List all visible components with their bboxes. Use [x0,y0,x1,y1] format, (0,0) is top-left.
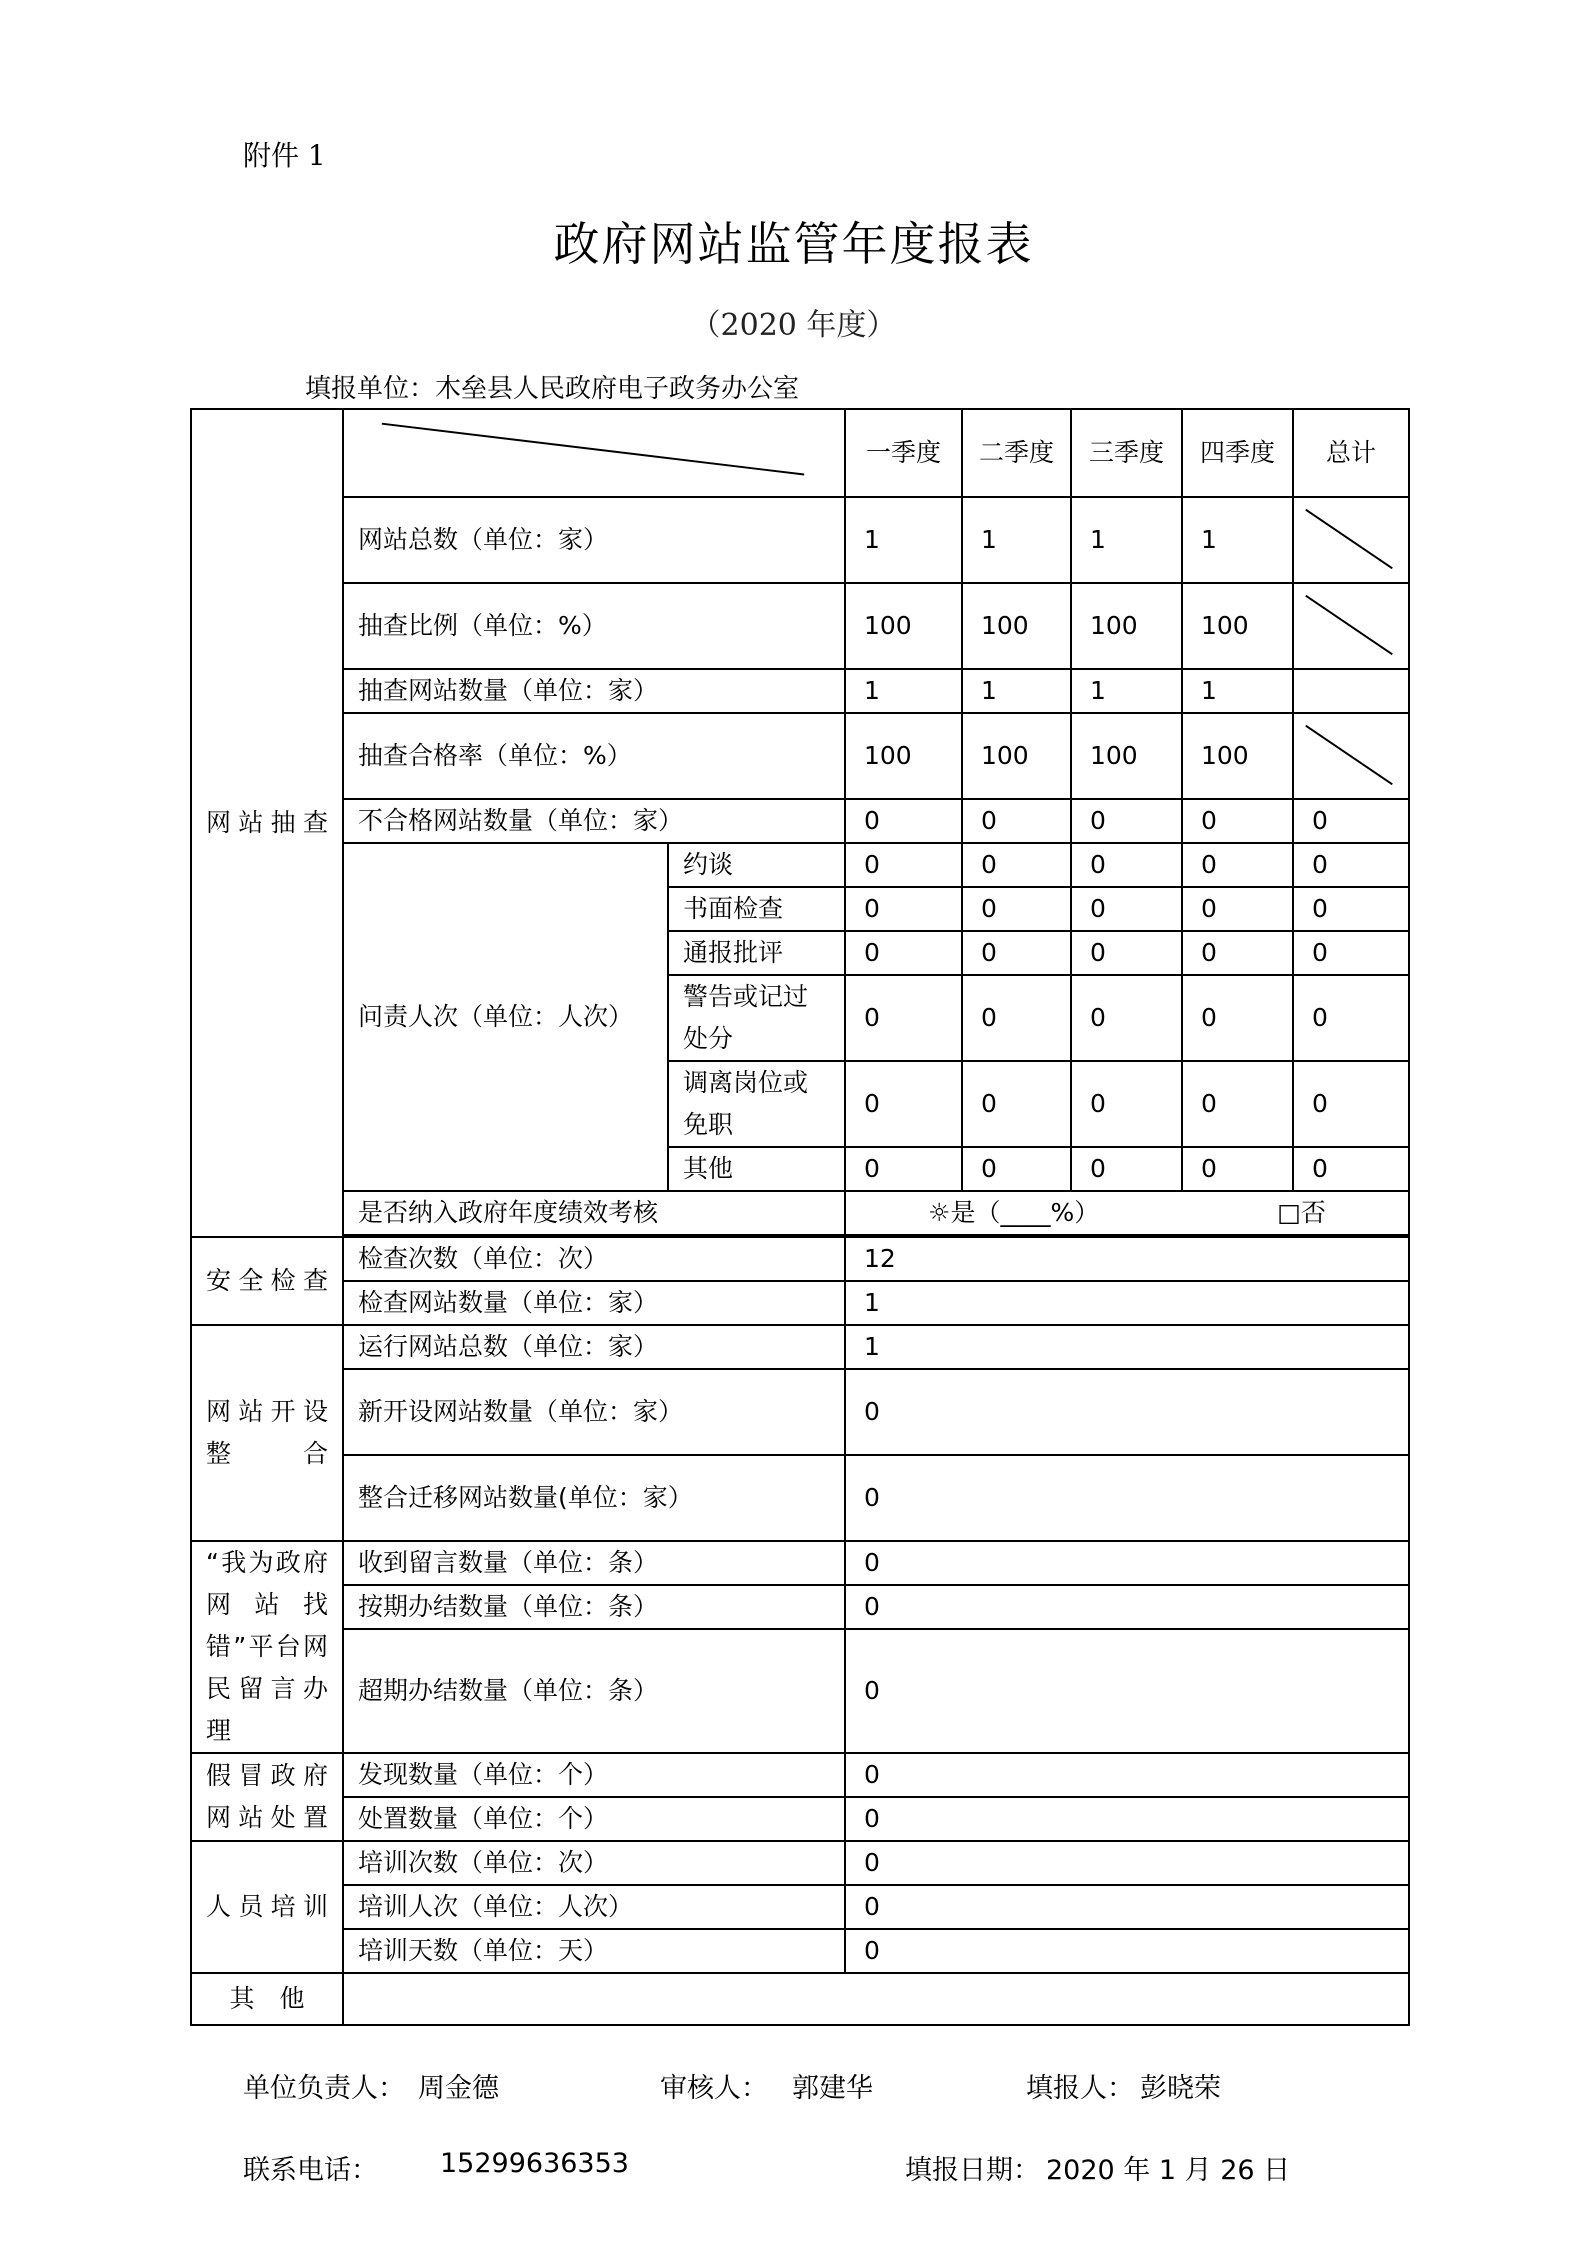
cell-value: 100 [1071,713,1182,799]
cell-value: 0 [1293,887,1409,931]
cell-value: 0 [1071,843,1182,887]
row-label: 网站总数（单位：家） [343,497,845,583]
cell-value: 0 [962,975,1071,1061]
cell-value: 100 [1071,583,1182,669]
cell-value: 0 [1182,1061,1293,1147]
cell-value: 100 [962,583,1071,669]
row-label: 收到留言数量（单位：条） [343,1541,845,1585]
cell-value: 1 [845,669,962,713]
performance-label: 是否纳入政府年度绩效考核 [343,1191,845,1235]
accountability-type: 书面检查 [668,887,845,931]
section-open: 网站开设整合 [191,1325,343,1541]
performance-options [845,1191,1409,1235]
cell-value: 0 [962,843,1071,887]
row-label: 检查次数（单位：次） [343,1237,845,1281]
row-label: 按期办结数量（单位：条） [343,1585,845,1629]
cell-value: 0 [1182,887,1293,931]
cell-value: 100 [1182,713,1293,799]
cell-value: 1 [1182,669,1293,713]
col-header-q1: 一季度 [845,409,962,497]
date-label: 填报日期： [905,2155,1040,2186]
row-label: 新开设网站数量（单位：家） [343,1369,845,1455]
cell-value: 1 [845,1281,1409,1325]
cell-value: 0 [1293,1061,1409,1147]
performance-yes-option[interactable]: ☼是（____%） [928,1198,1100,1227]
diagonal-line [1294,714,1408,798]
cell-value: 0 [1071,1147,1182,1191]
row-label: 处置数量（单位：个） [343,1797,845,1841]
cell-value: 0 [845,1455,1409,1541]
section-training: 人员培训 [191,1841,343,1973]
responsible-value: 周金德 [418,2073,499,2104]
row-label: 整合迁移网站数量(单位：家） [343,1455,845,1541]
phone-label: 联系电话： [243,2155,378,2186]
row-label: 抽查合格率（单位：%） [343,713,845,799]
row-label: 培训天数（单位：天） [343,1929,845,1973]
diagonal-line [1294,498,1408,582]
total-empty-diagonal [1293,713,1409,799]
col-header-q4: 四季度 [1182,409,1293,497]
row-label: 培训人次（单位：人次） [343,1885,845,1929]
cell-value: 1 [1071,669,1182,713]
cell-value: 0 [1071,799,1182,843]
performance-no-option[interactable]: □否 [1277,1198,1326,1227]
cell-value: 0 [845,1629,1409,1753]
header-diagonal-cell [343,409,845,497]
cell-value: 0 [962,931,1071,975]
cell-value: 0 [845,1585,1409,1629]
cell-value: 0 [845,1061,962,1147]
row-label: 抽查比例（单位：%） [343,583,845,669]
row-label: 运行网站总数（单位：家） [343,1325,845,1369]
cell-value: 0 [845,931,962,975]
cell-value: 0 [1293,931,1409,975]
cell-value: 0 [1182,931,1293,975]
total-empty-diagonal [1293,497,1409,583]
accountability-type: 警告或记过处分 [668,975,845,1061]
cell-value: 0 [1182,1147,1293,1191]
cell-value: 0 [845,1797,1409,1841]
cell-value: 0 [1071,1061,1182,1147]
cell-value: 0 [845,1753,1409,1797]
cell-value: 0 [845,975,962,1061]
other-content-cell[interactable] [343,1973,1409,2025]
section-feedback: “我为政府网站找错”平台网民留言办理 [191,1541,343,1753]
col-header-total: 总计 [1293,409,1409,497]
cell-value: 1 [962,497,1071,583]
report-year: （2020 年度） [690,308,897,343]
cell-value: 0 [1071,975,1182,1061]
accountability-type: 约谈 [668,843,845,887]
cell-value: 1 [845,497,962,583]
section-security: 安全检查 [191,1237,343,1325]
cell-value: 0 [845,887,962,931]
cell-value: 0 [1182,799,1293,843]
accountability-type: 通报批评 [668,931,845,975]
row-label: 超期办结数量（单位：条） [343,1629,845,1753]
row-label: 检查网站数量（单位：家） [343,1281,845,1325]
cell-value: 0 [962,1061,1071,1147]
cell-value: 100 [962,713,1071,799]
diagonal-line [1294,584,1408,668]
cell-value: 0 [962,1147,1071,1191]
reporting-unit: 填报单位：木垒县人民政府电子政务办公室 [305,374,800,404]
cell-value: 0 [845,843,962,887]
total-empty-diagonal [1293,583,1409,669]
section-other: 其 他 [191,1973,343,2025]
cell-value: 0 [845,1929,1409,1973]
col-header-q2: 二季度 [962,409,1071,497]
date-value: 2020 年 1 月 26 日 [1046,2155,1291,2186]
cell-value: 0 [1071,931,1182,975]
cell-value: 12 [845,1237,1409,1281]
row-label: 不合格网站数量（单位：家） [343,799,845,843]
cell-value: 0 [1071,887,1182,931]
cell-value: 0 [845,1147,962,1191]
filler-label: 填报人： [1026,2073,1134,2104]
reviewer-label: 审核人： [660,2073,768,2104]
row-label: 抽查网站数量（单位：家） [343,669,845,713]
report-table [190,408,1410,2026]
diagonal-line [344,410,844,496]
cell-value: 1 [1182,497,1293,583]
cell-value: 1 [845,1325,1409,1369]
cell-value: 1 [1071,497,1182,583]
col-header-q3: 三季度 [1071,409,1182,497]
cell-value: 0 [845,799,962,843]
cell-value: 100 [845,713,962,799]
phone-value: 15299636353 [440,2148,629,2179]
attachment-label: 附件 1 [243,139,326,172]
responsible-label: 单位负责人： [243,2073,405,2104]
cell-value: 0 [962,887,1071,931]
cell-value: 0 [845,1885,1409,1929]
cell-value: 0 [1293,843,1409,887]
cell-value: 0 [1182,843,1293,887]
cell-value: 0 [845,1541,1409,1585]
cell-value: 0 [1293,799,1409,843]
cell-value: 0 [962,799,1071,843]
cell-value: 0 [1182,975,1293,1061]
cell-value: 1 [962,669,1071,713]
row-label: 发现数量（单位：个） [343,1753,845,1797]
cell-value: 0 [845,1369,1409,1455]
cell-value [1293,669,1409,713]
accountability-label: 问责人次（单位：人次） [343,843,668,1191]
cell-value: 100 [845,583,962,669]
filler-value: 彭晓荣 [1140,2073,1221,2104]
section-fake: 假冒政府网站处置 [191,1753,343,1841]
cell-value: 100 [1182,583,1293,669]
accountability-type: 其他 [668,1147,845,1191]
section-inspection: 网站抽查 [191,409,343,1237]
cell-value: 0 [845,1841,1409,1885]
page-title: 政府网站监管年度报表 [553,217,1034,271]
cell-value: 0 [1293,1147,1409,1191]
accountability-type: 调离岗位或免职 [668,1061,845,1147]
cell-value: 0 [1293,975,1409,1061]
row-label: 培训次数（单位：次） [343,1841,845,1885]
reviewer-value: 郭建华 [792,2073,873,2104]
